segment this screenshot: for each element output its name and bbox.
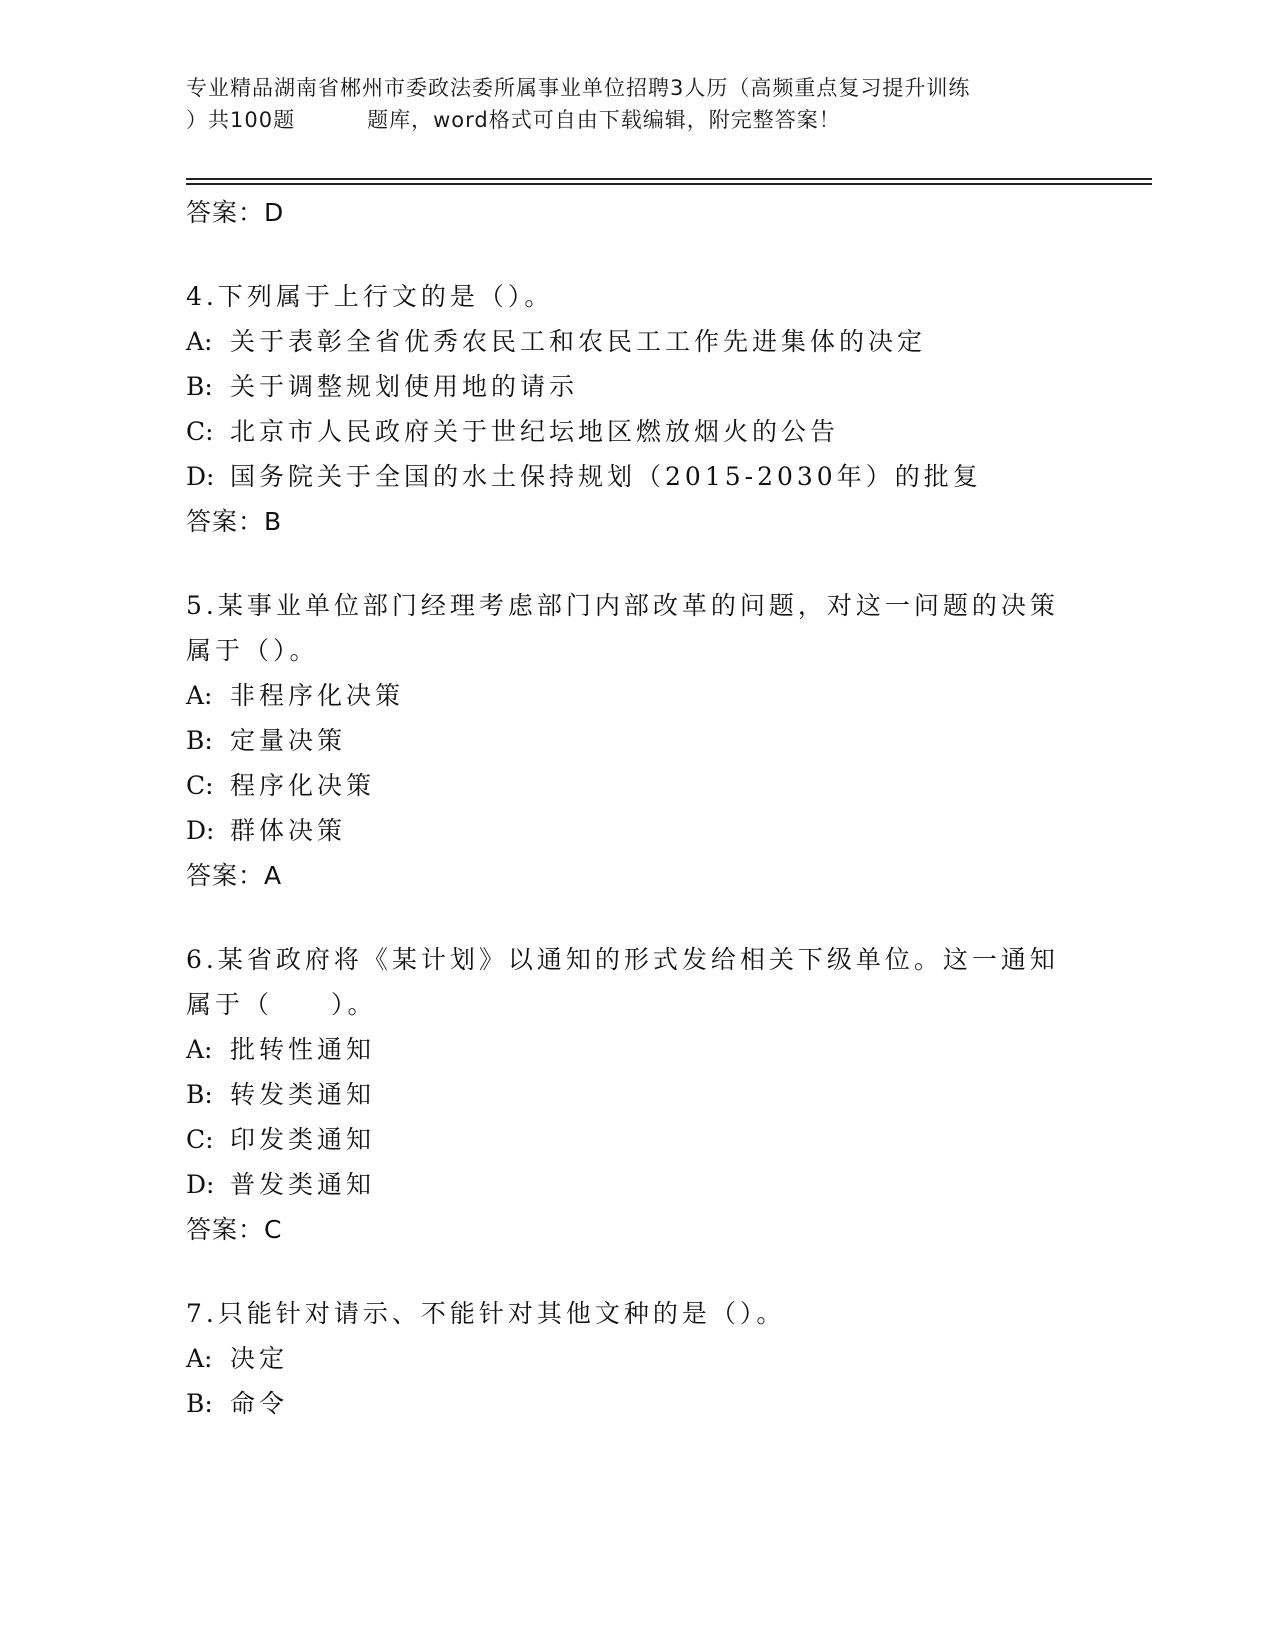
option-b [186, 718, 1086, 763]
answer-line: 答案：D [186, 198, 285, 227]
header-line-2-part-2: 题库，word格式可自由下载编辑，附完整答案！ [367, 108, 841, 132]
option-key: A: [186, 681, 213, 710]
option-d [186, 1162, 1086, 1207]
option-key: A: [186, 1344, 213, 1373]
option-key: D: [186, 462, 215, 491]
option-a [186, 319, 1086, 364]
option-text: 非程序化决策 [230, 681, 405, 710]
option-text: 决定 [230, 1344, 289, 1373]
option-text: 批转性通知 [230, 1035, 376, 1064]
option-a [186, 1336, 1086, 1381]
header-line-2-part-1: ）共100题 [186, 108, 296, 132]
header-divider-top [186, 178, 1152, 180]
question-block [186, 583, 1086, 899]
option-key: C: [186, 417, 214, 446]
option-text: 定量决策 [230, 726, 347, 755]
question-text: 7.只能针对请示、不能针对其他文种的是（）。 [186, 1299, 786, 1328]
option-text: 北京市人民政府关于世纪坛地区燃放烟火的公告 [230, 417, 840, 446]
option-d [186, 808, 1086, 853]
option-text: 群体决策 [230, 816, 347, 845]
option-a [186, 673, 1086, 718]
option-text: 程序化决策 [230, 771, 376, 800]
option-key: D: [186, 1170, 215, 1199]
question-block [186, 1291, 1086, 1426]
answer-line: 答案：B [186, 507, 283, 536]
option-key: B: [186, 1389, 213, 1418]
header-divider-bottom [186, 183, 1152, 185]
option-text: 转发类通知 [230, 1080, 376, 1109]
option-key: D: [186, 816, 215, 845]
option-key: C: [186, 1125, 214, 1154]
option-key: C: [186, 771, 214, 800]
answer-line: 答案：A [186, 861, 283, 890]
option-b [186, 364, 1086, 409]
option-text: 关于表彰全省优秀农民工和农民工工作先进集体的决定 [230, 327, 927, 356]
question-text-continued: 属于（ ）。 [186, 990, 377, 1019]
option-c [186, 1117, 1086, 1162]
option-text: 关于调整规划使用地的请示 [230, 372, 579, 401]
option-text: 国务院关于全国的水土保持规划（2015-2030年）的批复 [230, 462, 982, 491]
option-b [186, 1381, 1086, 1426]
option-a [186, 1027, 1086, 1072]
question-block [186, 937, 1086, 1253]
header-line-1: 专业精品湖南省郴州市委政法委所属事业单位招聘3人历（高频重点复习提升训练 [186, 76, 971, 100]
option-key: B: [186, 372, 213, 401]
option-key: A: [186, 1035, 213, 1064]
question-text: 5.某事业单位部门经理考虑部门内部改革的问题，对这一问题的决策 [186, 591, 1059, 620]
option-text: 印发类通知 [230, 1125, 376, 1154]
option-d [186, 454, 1086, 499]
document-header [186, 72, 1086, 136]
option-text: 普发类通知 [230, 1170, 376, 1199]
option-key: A: [186, 327, 213, 356]
question-text: 6.某省政府将《某计划》以通知的形式发给相关下级单位。这一通知 [186, 945, 1059, 974]
question-text-continued: 属于（）。 [186, 636, 319, 665]
option-c [186, 763, 1086, 808]
option-c [186, 409, 1086, 454]
option-text: 命令 [230, 1389, 289, 1418]
question-text: 4.下列属于上行文的是（）。 [186, 282, 554, 311]
header-line-2 [186, 104, 1086, 136]
option-b [186, 1072, 1086, 1117]
question-block [186, 274, 1086, 545]
question-list [186, 190, 1086, 1426]
option-key: B: [186, 1080, 213, 1109]
option-key: B: [186, 726, 213, 755]
answer-line: 答案：C [186, 1215, 283, 1244]
